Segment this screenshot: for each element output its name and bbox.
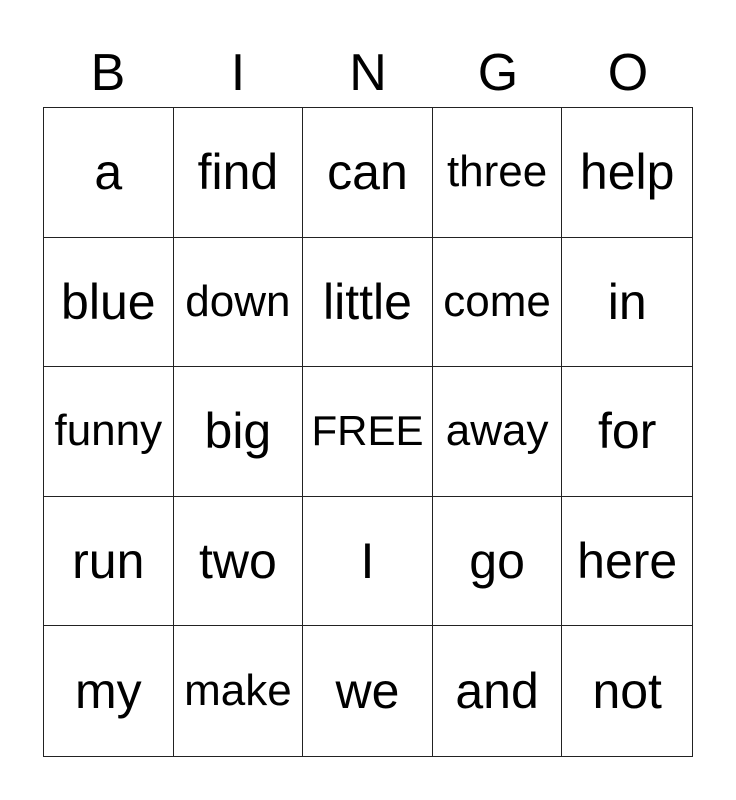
free-space-cell[interactable]: FREE xyxy=(303,367,433,497)
bingo-cell[interactable]: away xyxy=(433,367,563,497)
bingo-cell[interactable]: for xyxy=(562,367,692,497)
bingo-cell[interactable]: can xyxy=(303,108,433,238)
bingo-cell[interactable]: come xyxy=(433,238,563,368)
bingo-cell[interactable]: funny xyxy=(44,367,174,497)
bingo-cell[interactable]: blue xyxy=(44,238,174,368)
header-letter-i: I xyxy=(230,44,246,102)
bingo-cell[interactable]: here xyxy=(562,497,692,627)
bingo-cell[interactable]: big xyxy=(174,367,304,497)
bingo-cell[interactable]: in xyxy=(562,238,692,368)
bingo-cell[interactable]: little xyxy=(303,238,433,368)
bingo-cell[interactable]: a xyxy=(44,108,174,238)
bingo-cell[interactable]: not xyxy=(592,663,662,720)
bingo-cell[interactable]: my xyxy=(44,626,174,756)
bingo-cell[interactable]: and xyxy=(433,626,563,756)
bingo-cell[interactable]: help xyxy=(562,108,692,238)
header-letter-b: B xyxy=(90,44,126,102)
bingo-grid xyxy=(43,107,693,757)
bingo-cell[interactable]: down xyxy=(174,238,304,368)
bingo-cell[interactable]: make xyxy=(174,626,304,756)
header-letter-o: O xyxy=(607,44,649,102)
bingo-cell[interactable]: find xyxy=(174,108,304,238)
bingo-cell[interactable]: three xyxy=(433,108,563,238)
header-letter-g: G xyxy=(477,44,519,102)
bingo-cell[interactable]: two xyxy=(174,497,304,627)
header-letter-n: N xyxy=(349,44,387,102)
bingo-header xyxy=(43,40,693,106)
bingo-cell[interactable]: I xyxy=(303,497,433,627)
bingo-cell[interactable]: go xyxy=(433,497,563,627)
bingo-cell[interactable]: run xyxy=(44,497,174,627)
bingo-cell[interactable]: we xyxy=(303,626,433,756)
